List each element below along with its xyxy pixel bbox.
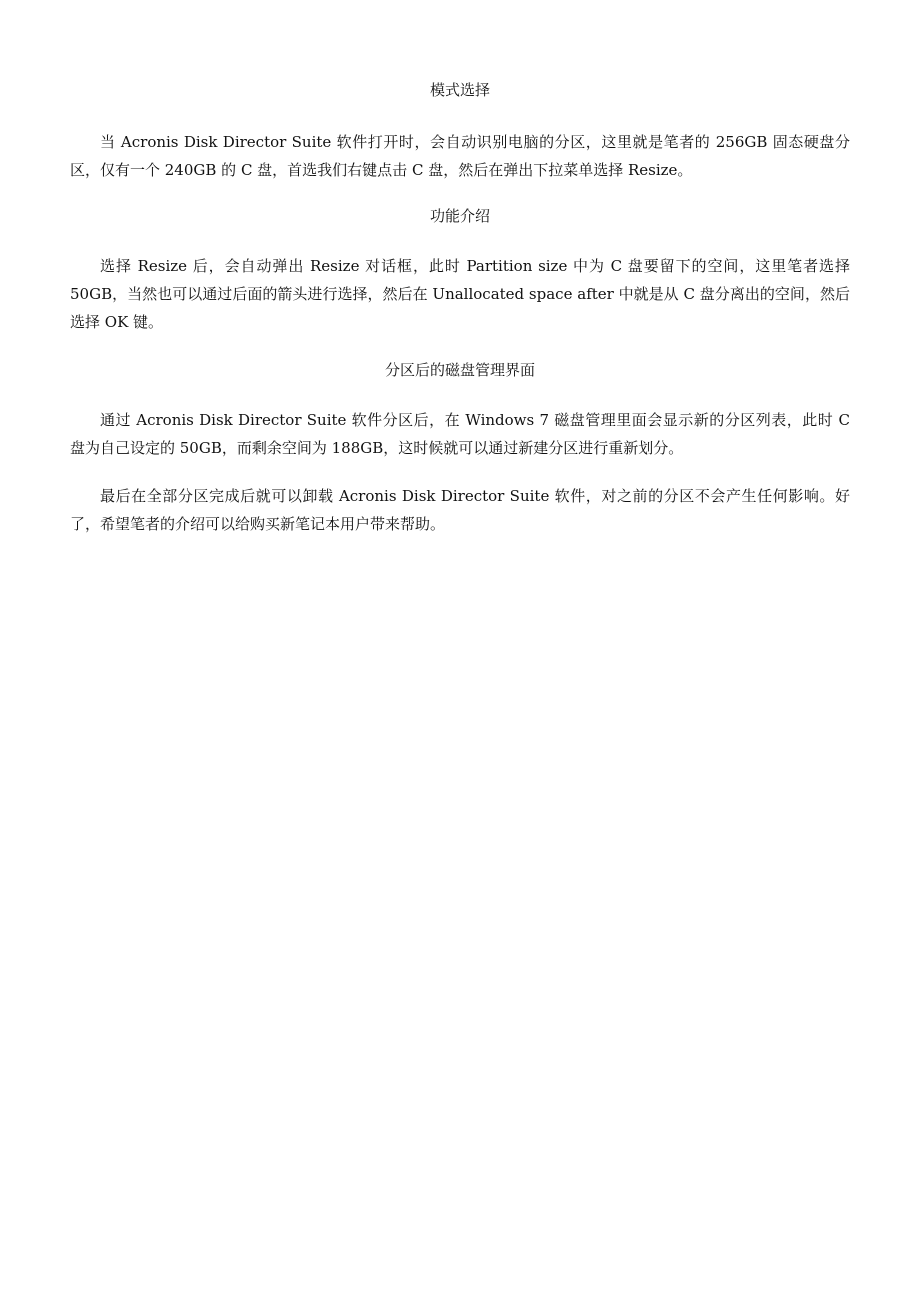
paragraph-conclusion: 最后在全部分区完成后就可以卸载 Acronis Disk Director Suite 软件，对之前的分区不会产生任何影响。好了，希望笔者的介绍可以给购买新笔记本用户带来帮助。 [70,487,850,533]
section-heading-mode-selection: 模式选择 [429,81,490,99]
paragraph-mode-selection: 当 Acronis Disk Director Suite 软件打开时，会自动识别电脑的分区，这里就是笔者的 256GB 固态硬盘分区，仅有一个 240GB 的 C 盘，首选我们右键点击 C 盘，然后在弹出下拉菜单选择 Resize。 [70,133,850,179]
paragraph-disk-management: 通过 Acronis Disk Director Suite 软件分区后，在 Windows 7 磁盘管理里面会显示新的分区列表，此时 C 盘为自己设定的 50GB，而剩余空间为 188GB，这时候就可以通过新建分区进行重新划分。 [70,411,850,457]
paragraph-feature-intro: 选择 Resize 后，会自动弹出 Resize 对话框，此时 Partition size 中为 C 盘要留下的空间，这里笔者选择 50GB，当然也可以通过后面的箭头进行选择，然后在 Unallocated space after 中就是从 C 盘分离出的空间，然后选择 OK 键。 [70,257,850,331]
section-heading-feature-intro: 功能介绍 [429,207,490,225]
document-page [70,72,850,558]
section-heading-disk-management: 分区后的磁盘管理界面 [384,361,535,379]
